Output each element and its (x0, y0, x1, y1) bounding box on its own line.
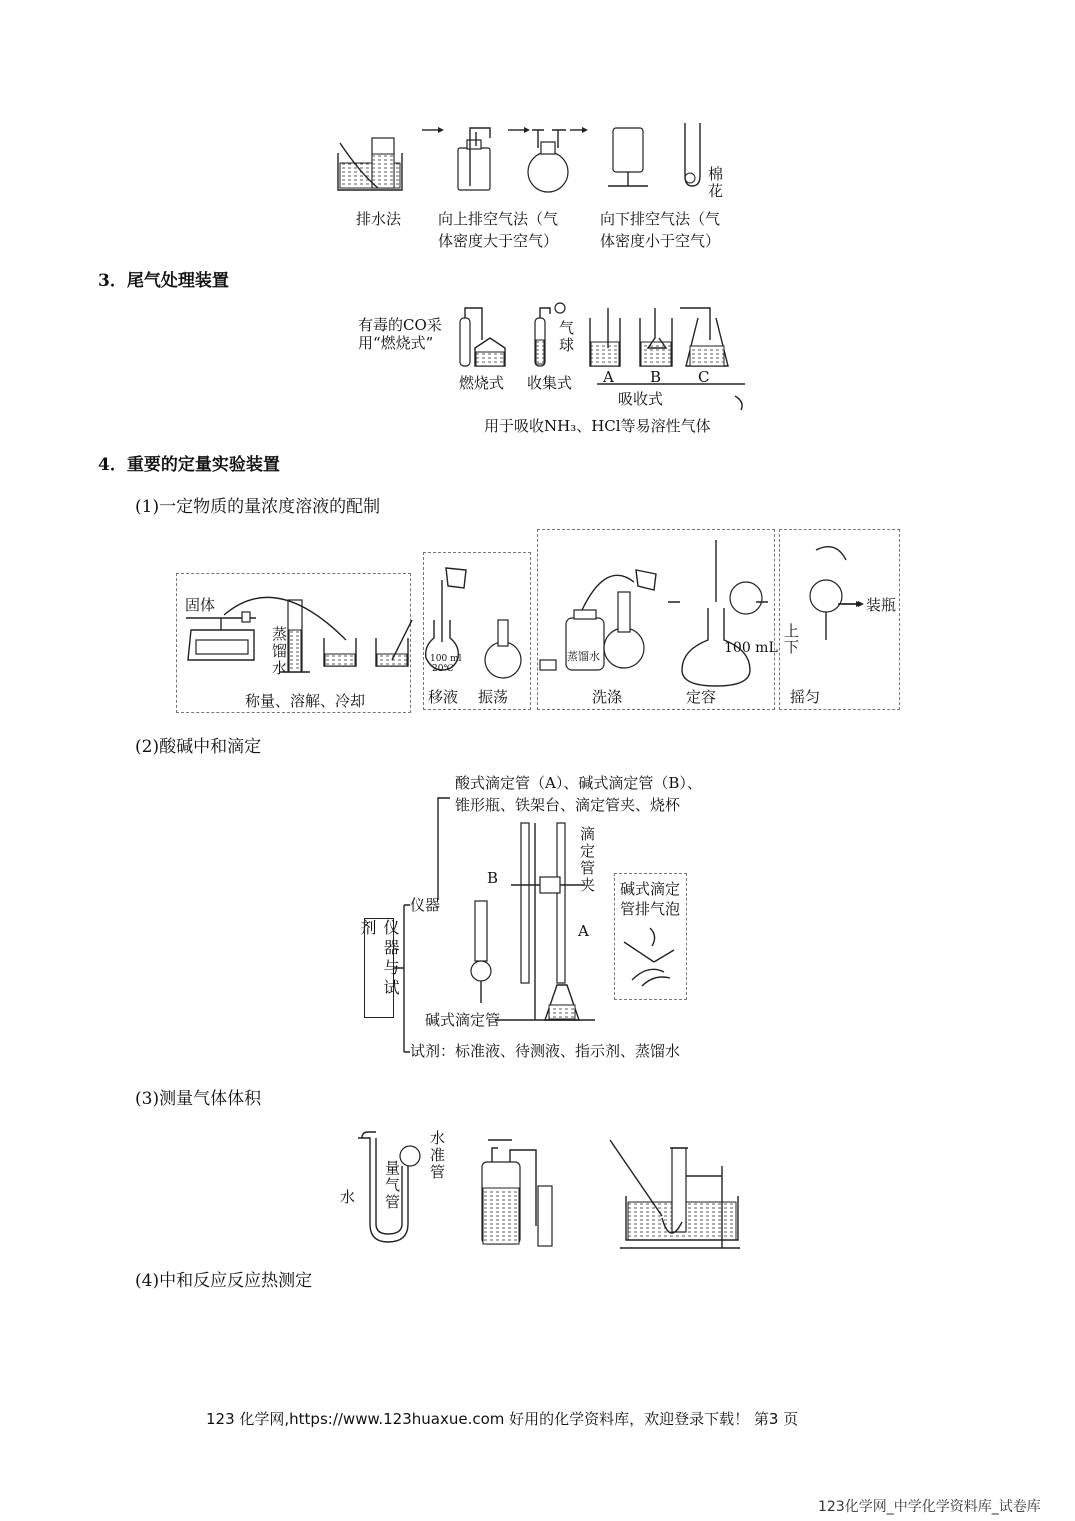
gas-tube-label: 量气管 (383, 1160, 401, 1211)
footer-text: 123 化学网,https://www.123huaxue.com 好用的化学资料库，欢迎登录下载！ 第3 页 (206, 1410, 799, 1428)
burn-label: 燃烧式 (459, 374, 505, 392)
water-label: 水 (340, 1188, 356, 1206)
water-displacement-label: 排水法 (356, 210, 402, 228)
upward-air-label-line2: 体密度大于空气） (438, 232, 559, 250)
distilled-water-label: 蒸馏水 (270, 626, 288, 677)
fix-volume-label: 定容 (686, 688, 717, 706)
subsection2-title: (2)酸碱中和滴定 (135, 737, 262, 757)
group-box (358, 918, 400, 1018)
downward-air-label-line2: 体密度小于空气） (600, 232, 721, 250)
corner-watermark: 123化学网_中学化学资料库_试卷库 (818, 1499, 1041, 1515)
base-burette-label: 碱式滴定管 (425, 1011, 501, 1029)
reagents-label: 试剂：标准液、待测液、指示剂、蒸馏水 (410, 1042, 681, 1060)
co-note-line1: 有毒的CO采 (358, 316, 442, 334)
flask-small-label-1: 100 ml (430, 654, 462, 664)
clamp-label: 滴定管夹 (578, 826, 596, 894)
subsection1-title: (1)一定物质的量浓度溶液的配制 (135, 497, 381, 517)
downward-air-label-line1: 向下排空气法（气 (600, 210, 721, 228)
absorb-c-label: C (698, 368, 710, 386)
tail-gas-figure (440, 300, 740, 380)
subsection4-title: (4)中和反应反应热测定 (135, 1271, 313, 1291)
absorb-b-label: B (650, 368, 662, 386)
cotton-label: 棉花 (706, 166, 724, 200)
gas-collection-figure (330, 118, 750, 198)
group-label: 仪器与试剂 (358, 919, 400, 999)
subsection3-title: (3)测量气体体积 (135, 1089, 262, 1109)
weigh-step-label: 称量、溶解、冷却 (245, 692, 366, 710)
shake-label: 振荡 (478, 688, 509, 706)
down-label: 下 (784, 638, 800, 656)
flask-small-label-2: 20℃ (432, 664, 454, 674)
instruments-line1: 酸式滴定管（A）、碱式滴定管（B）、 (455, 774, 702, 792)
up-label: 上 (784, 622, 800, 640)
gas-volume-figure (340, 1126, 750, 1254)
solid-label: 固体 (185, 596, 216, 614)
burette-b-label: B (487, 869, 499, 887)
bottling-label: 装瓶 (866, 596, 897, 614)
shake-even-label: 摇匀 (790, 688, 821, 706)
bottle-label: 蒸馏水 (567, 650, 600, 663)
collect-label: 收集式 (527, 374, 573, 392)
absorb-note: 用于吸收NH₃、HCl等易溶性气体 (484, 417, 711, 435)
burette-a-label: A (578, 922, 589, 940)
bubble-figure (614, 920, 687, 998)
flask-volume-label: 100 mL (724, 640, 778, 656)
transfer-label: 移液 (428, 688, 459, 706)
instruments-line2: 锥形瓶、铁架台、滴定管夹、烧杯 (455, 796, 681, 814)
absorb-label: 吸收式 (618, 390, 664, 408)
balloon-label: 气球 (557, 320, 575, 354)
co-note-line2: 用“燃烧式” (358, 334, 434, 352)
titration-figure (445, 815, 625, 1030)
section4-title: 4．重要的定量实验装置 (98, 455, 280, 475)
section3-title: 3．尾气处理装置 (98, 271, 229, 291)
level-tube-label: 水准管 (428, 1130, 446, 1181)
bottling-arrow (838, 598, 866, 610)
bubble-label-2: 管排气泡 (620, 900, 681, 918)
absorb-a-label: A (603, 368, 614, 386)
wash-label: 洗涤 (592, 688, 623, 706)
upward-air-label-line1: 向上排空气法（气 (438, 210, 559, 228)
bubble-label-1: 碱式滴定 (620, 880, 681, 898)
instrument-label: 仪器 (410, 896, 441, 914)
